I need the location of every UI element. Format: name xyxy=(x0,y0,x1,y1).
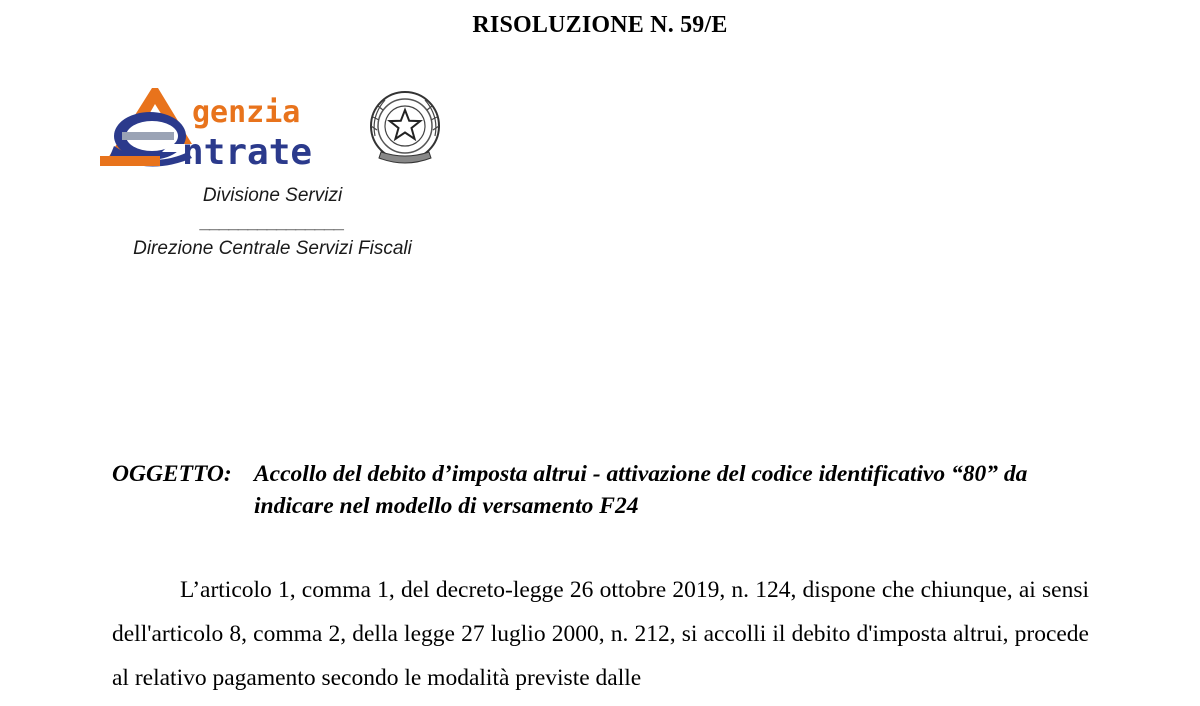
subject-label: OGGETTO: xyxy=(112,461,232,487)
agenzia-entrate-logo xyxy=(100,84,450,170)
logo-word-genzia: genzia xyxy=(192,95,301,130)
division-name: Divisione Servizi xyxy=(202,185,343,206)
subject-text: Accollo del debito d’imposta altrui - attivazione del codice identificativo “80” da indicare nel modello di versamento F24 xyxy=(254,461,1028,519)
logo-mark xyxy=(100,88,192,167)
department-separator: _______________ xyxy=(200,212,345,233)
subject-block xyxy=(112,458,1097,522)
central-directorate-name: Direzione Centrale Servizi Fiscali xyxy=(133,238,412,259)
logo-word-ntrate: ntrate xyxy=(182,132,313,170)
republic-emblem-icon xyxy=(371,92,439,163)
document-title: RISOLUZIONE N. 59/E xyxy=(472,12,728,38)
body-paragraph: L’articolo 1, comma 1, del decreto-legge 26 ottobre 2019, n. 124, dispone che chiunque, ai sensi dell'articolo 8, comma 2, della legge 27 luglio 2000, n. 212, si accolli il debito d'imposta altrui, procede al relativo pagamento secondo le modalità previste dalle xyxy=(112,577,1089,691)
